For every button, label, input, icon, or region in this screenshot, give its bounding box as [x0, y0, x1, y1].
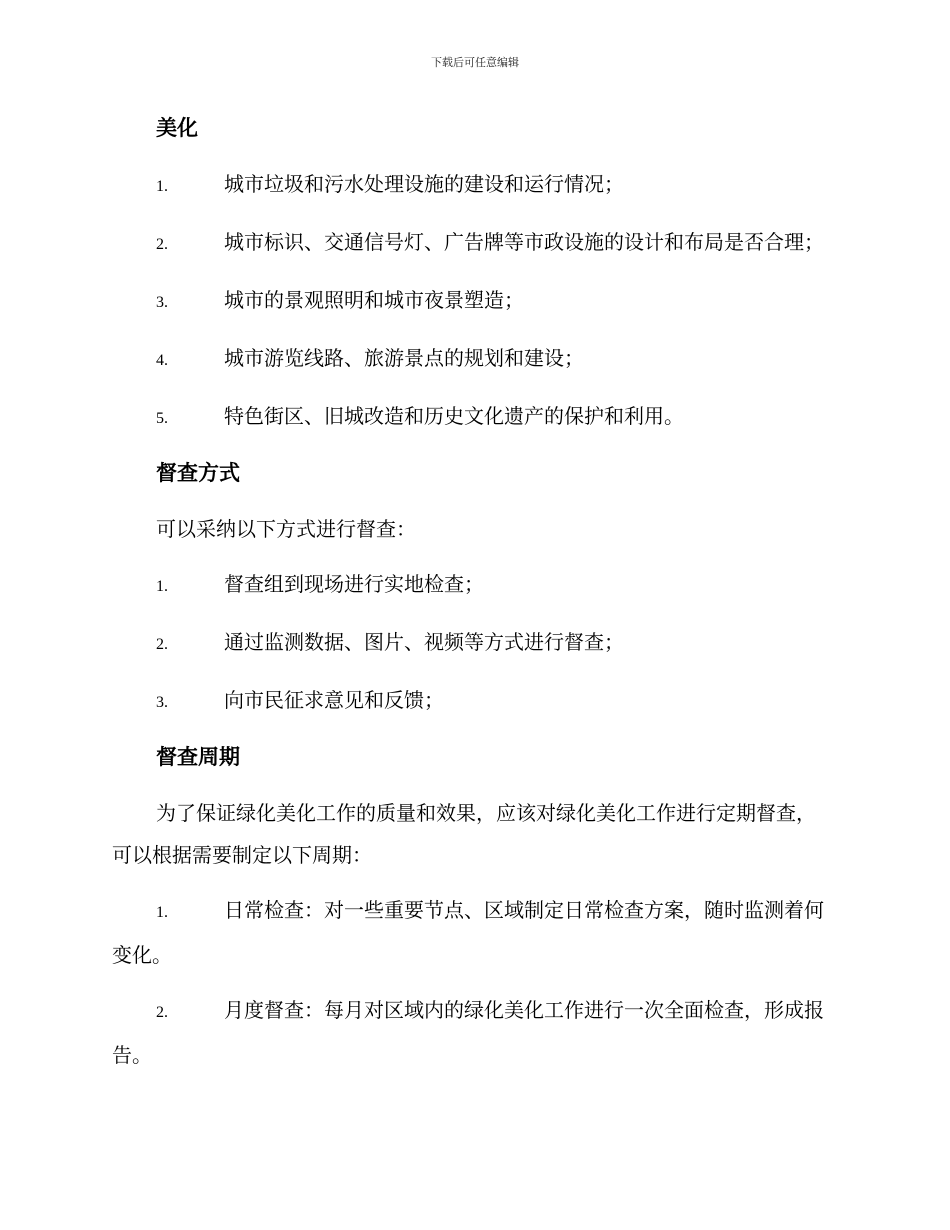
section-heading: 督查方式	[156, 461, 240, 485]
document-body	[112, 108, 832, 1089]
paragraph: 为了保证绿化美化工作的质量和效果，应该对绿化美化工作进行定期督查，可以根据需要制定以下周期：	[112, 801, 816, 867]
list-item-number: 1.	[156, 178, 168, 195]
list-item-number: 1.	[156, 904, 168, 921]
list-item	[112, 679, 832, 724]
list-item-text: 向市民征求意见和反馈；	[224, 688, 444, 712]
list-item-text: 特色街区、旧城改造和历史文化遗产的保护和利用。	[224, 404, 684, 428]
list-item	[112, 889, 832, 976]
list-item	[112, 337, 832, 382]
list-item-number: 2.	[156, 636, 168, 653]
list-item-number: 3.	[156, 294, 168, 311]
list-item-number: 1.	[156, 578, 168, 595]
list-item	[112, 563, 832, 608]
list-item-number: 2.	[156, 236, 168, 253]
list-item-text: 城市标识、交通信号灯、广告牌等市政设施的设计和布局是否合理；	[224, 230, 824, 254]
list-item	[112, 989, 832, 1076]
list-item-text: 通过监测数据、图片、视频等方式进行督查；	[224, 630, 624, 654]
list-item-text: 城市垃圾和污水处理设施的建设和运行情况；	[224, 172, 624, 196]
page-header: 下载后可任意编辑	[431, 56, 519, 69]
list-item-text: 月度督查：每月对区域内的绿化美化工作进行一次全面检查，形成报告。	[112, 998, 824, 1067]
list-item-text: 日常检查：对一些重要节点、区域制定日常检查方案，随时监测着何变化。	[112, 898, 824, 967]
list-item	[112, 221, 832, 266]
section-heading: 美化	[156, 116, 198, 140]
section-heading: 督查周期	[156, 745, 240, 769]
list-item-number: 2.	[156, 1004, 168, 1021]
list-item	[112, 279, 832, 324]
paragraph: 可以采纳以下方式进行督查：	[156, 517, 416, 541]
list-item-text: 城市游览线路、旅游景点的规划和建设；	[224, 346, 584, 370]
list-item-text: 督查组到现场进行实地检查；	[224, 572, 484, 596]
list-item-number: 4.	[156, 352, 168, 369]
list-item	[112, 395, 832, 440]
list-item	[112, 621, 832, 666]
list-item-number: 5.	[156, 410, 168, 427]
list-item	[112, 163, 832, 208]
list-item-number: 3.	[156, 694, 168, 711]
list-item-text: 城市的景观照明和城市夜景塑造；	[224, 288, 524, 312]
